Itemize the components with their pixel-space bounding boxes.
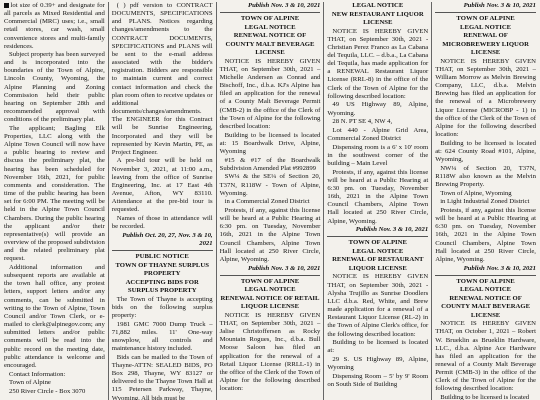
notice-heading: TOWN OF ALPINE bbox=[456, 277, 515, 285]
notice-heading: SURPLUS PROPERTY bbox=[127, 287, 197, 295]
notice-heading: RENEWAL OF bbox=[463, 32, 508, 40]
notice-heading: LEGAL NOTICE bbox=[352, 2, 404, 9]
notice-heading: LEGAL NOTICE bbox=[244, 286, 296, 294]
notice-divider bbox=[220, 12, 321, 13]
notice-paragraph: Building to be licensed is located at: bbox=[327, 339, 429, 355]
notice-heading: LEGAL NOTICE bbox=[352, 247, 404, 255]
notice-paragraph: #15 & #17 of the Boardwalk Subdivision Amended Plat #992899 bbox=[219, 156, 321, 172]
notice-heading: ACCEPTING BIDS FOR bbox=[125, 278, 199, 286]
notice-paragraph: Additional information and subsequent reports are available at the town hall office, any protest letters, support letters and/or any comments, can be submitted in writing to the Town of Alpine, Town Council and/or Town Clerk, or e-mailed to clerk@alpinegov.com; any submitted letters and/or public comments will be read into the public record on the meeting date, public attendance is welcome and encouraged. bbox=[4, 264, 105, 369]
notice-paragraph: Protests, if any, against this license will be heard at a Public Hearing at 6:30 pm. on Tuesday, November 16th, 2021 in the Alpine Town Council Chambers, Alpine Town Hall located at 250 River Circle, Alpine, Wyoming. bbox=[327, 168, 429, 225]
notice-heading: TOWN OF ALPINE bbox=[348, 239, 407, 247]
notice-paragraph: Town of Alpine bbox=[9, 379, 51, 387]
notice-paragraph: Bids can be mailed to the Town of Thayne-ATTN: SEALED BIDS, PO Box 298, Thayne, WY 83127 or delivered to the Thayne Town Hall at 115 Petersen Parkway, Thayne, Wyoming. All bids must be bbox=[111, 353, 213, 400]
notice-paragraph: in a Commercial Zoned District bbox=[224, 198, 310, 206]
publish-dates: Publish Nov. 3 & 10, 2021 bbox=[463, 2, 536, 9]
notice-paragraph: NOTICE IS HEREBY GIVEN THAT, on September 30th, 2021 - Christian Perez Franco as La Cabana del Tequila, LLC. – d.b.a., La Cabana del Tequila, has made application for a RENEWAL Restaurant Liquor License (RRL-8) in the office of the Clerk of the Town of Alpine for the following described location: bbox=[327, 27, 429, 100]
notice-heading: MICROBREWERY LIQUOR bbox=[442, 40, 529, 48]
notice-paragraph: Lot 440 - Alpine Grid Area, Commercial Zoned District bbox=[327, 126, 429, 143]
notice-paragraph: NOTICE IS HEREBY GIVEN THAT, on October 1, 2021 – Robert W. Brueklin as Brueklin Hardware, LLC., d.b.a. Alpine Ace Hardware has filed an application for the renewal of a County Malt Beverage Permit (CMB-3) in the office of the Clerk of the Town of Alpine for the following described location: bbox=[435, 320, 536, 393]
notice-paragraph: NOTICE IS HEREBY GIVEN THAT, on September 30th, 2021 – Michelle Andersen as Conrad and Bischoff, Inc., d.b.a. KJ's Alpine has filed an application for the renewal of a County Malt Beverage Permit (CMB-2) in the office of the Clerk of the Town of Alpine for the following described location: bbox=[219, 57, 321, 130]
notice-paragraph: 49 US Highway 89, Alpine, Wyoming. bbox=[327, 101, 429, 117]
notice-paragraph: Dispensing room is a 6' x 10' room in the southwest corner of the building – Main Level bbox=[327, 143, 429, 167]
notice-heading: LICENSE bbox=[470, 311, 501, 319]
notice-paragraph: Dispensing Room – 5' by 9' Room on South Side of Building bbox=[327, 372, 429, 388]
notice-paragraph: in Light Industrial Zoned District bbox=[440, 198, 530, 206]
notice-paragraph: NOTICE IS HEREBY GIVEN THAT, on September 30th, 2021 - Alysha Trujillo as Sunrise Doodlers LLC d.b.a. Red, White, and Brew made application for a renewal of a Restaurant Liquor License (RL-2) in the Town of Alpine Clerk's office, for the following described location: bbox=[327, 273, 429, 338]
notice-paragraph: Names of those in attendance will be recorded. bbox=[111, 215, 213, 231]
notice-heading: NEW RESTAURANT LIQUOR bbox=[331, 10, 424, 18]
notice-paragraph: Building to be licensed is located bbox=[440, 394, 530, 400]
notice-heading: RENEWAL NOTICE OF bbox=[449, 294, 522, 302]
notice-heading: TOWN OF THAYNE SURPLUS bbox=[115, 261, 209, 269]
notice-divider bbox=[435, 275, 536, 276]
column-4 bbox=[323, 2, 431, 400]
notice-heading: PROPERTY bbox=[143, 270, 181, 278]
notice-heading: RENEWAL NOTICE OF RETAIL bbox=[220, 294, 320, 302]
notice-paragraph: The Town of Thayne is accepting bids on the following surplus property: bbox=[111, 295, 213, 319]
notice-paragraph: Building to be licensed is located at: 624 County Road #101, Alpine, Wyoming, bbox=[435, 139, 536, 164]
notice-paragraph: Building to be licensed is located at: 15 Boardwalk Drive, Alpine, Wyoming bbox=[219, 131, 321, 155]
notice-heading: LIQUOR LICENSE bbox=[348, 264, 407, 272]
notice-heading: TOWN OF ALPINE bbox=[456, 15, 515, 23]
publish-dates: Publish Oct. 20, 27, Nov. 3 & 10, 2021 bbox=[122, 231, 213, 248]
notice-paragraph: 28 N. PT SE 4, NW 4, bbox=[332, 118, 393, 126]
notice-paragraph: lot size of 0.39+ and designate for all parcels as Mixed Residential and Commercial (MRC) uses; i.e., small retail stores, car wash, small convenience stores and multi-family residences. bbox=[4, 2, 105, 50]
publish-dates: Publish Nov. 3 & 10, 2021 bbox=[248, 2, 321, 9]
notice-heading: LIQUOR LICENSE bbox=[240, 303, 300, 311]
notice-paragraph: ( ) pdf version to CONTRACT DOCUMENTS, SPECIFICATIONS and PLANS. Notices regarding changes/amendments to the CONTRACT DOCUMENTS, SPECIFICATIONS and PLANS will be sent to the e-mail address associated with the bidder's registration. Bidders are responsible to maintain current and correct contact information and check the plan room often to receive updates or additional documents/changes/amendments. The ENGINEER for this Contract will be Sunrise Engineering, Incorporated and they will be represented by Kevin Martin, PE, as Project Engineer. bbox=[111, 2, 213, 156]
notice-heading: LICENSE bbox=[363, 19, 393, 26]
publish-dates: Publish Nov. 3 & 10, 2021 bbox=[355, 226, 429, 234]
notice-paragraph: NOTICE IS HEREBY GIVEN THAT, on September 30th, 2021 – Jalise Christoffersen as Rocky Mountain Rogues, Inc., d.b.a. Bull Moose Saloon has filed an application for the renewal of a Retail Liquor License (RRLL-1) in the office of the Clerk of the Town of Alpine for the following described location: bbox=[219, 311, 321, 393]
notice-paragraph: Town of Alpine, Wyoming bbox=[440, 189, 512, 197]
notice-heading: LEGAL NOTICE bbox=[460, 23, 512, 31]
notice-divider bbox=[112, 250, 213, 251]
column-1 bbox=[1, 2, 108, 400]
column-2 bbox=[108, 2, 216, 400]
notice-heading: LEGAL NOTICE bbox=[244, 23, 296, 31]
notice-heading: COUNTY MALT BEVERAGE bbox=[441, 303, 531, 311]
publish-dates: Publish Nov. 3 & 10, 2021 bbox=[248, 264, 321, 272]
publish-dates: Publish Nov. 3 & 10, 2021 bbox=[463, 264, 536, 272]
notice-heading: RENEWAL NOTICE OF bbox=[233, 32, 307, 40]
notice-paragraph: The applicant; Bagling Elk Properties, LLC along with the Alpine Town Council will now have a public hearing to review and discuss the preliminary plat, the hearing has been scheduled for November 16th, 2021, for public comments and consideration. The time of the public hearing has been set for 6:00 PM. The meeting will be held in the Alpine Town Council Chambers. During the public hearing the applicant and/or their representative(s) will provide an overview of the proposed subdivision and the related preliminary plat request. bbox=[4, 124, 105, 263]
notice-heading: LEGAL NOTICE bbox=[460, 286, 512, 294]
bullet-square-icon bbox=[4, 3, 9, 8]
column-5 bbox=[431, 2, 539, 400]
notice-divider bbox=[220, 275, 321, 276]
notice-divider bbox=[435, 12, 536, 13]
notice-heading: PUBLIC NOTICE bbox=[135, 253, 189, 261]
notice-paragraph: Protests, if any, against this license will be heard at a Public Hearing at 6:30 pm. on Tuesday, November 16th, 2021 in the Alpine Town Council Chambers, Alpine Town Hall located at 250 River Circle, Alpine, Wyoming. bbox=[219, 206, 321, 263]
column-3 bbox=[216, 2, 324, 400]
notice-paragraph: SW¼ & the SE¼ of Section 20, T37N, R118W - Town of Alpine, Wyoming. bbox=[219, 173, 321, 197]
notice-paragraph: Subject property has been surveyed and is incorporated into the boundaries of the Town of Alpine, Lincoln County, Wyoming, the Alpine Planning and Zoning Commission held their public hearing on September 28th and recommended approval with conditions of the preliminary plat. bbox=[4, 50, 105, 124]
notice-paragraph: Contact Information: bbox=[9, 370, 66, 378]
notice-heading: TOWN OF ALPINE bbox=[240, 15, 300, 23]
notice-heading: LICENSE bbox=[470, 49, 501, 57]
notice-paragraph: A pre-bid tour will be held on November 3, 2021, at 11:00 a.m., leaving from the office of Sunrise Engineering, Inc. at 17 East 4th Avenue, Afton, WY 83110. Attendance at the pre-bid tour is requested. bbox=[111, 157, 213, 214]
notice-paragraph: 250 River Circle - Box 3070 bbox=[9, 387, 86, 395]
notice-heading: RENEWAL OF RESTAURANT bbox=[332, 256, 424, 264]
notice-paragraph: Protests, if any, against this license will be heard at a Public Hearing at 6:30 pm. on Tuesday, November 16th, 2021 in the Alpine Town Council Chambers, Alpine Town Hall located at 250 River Circle, Alpine, Wyoming. bbox=[435, 206, 536, 263]
notice-paragraph: NOTICE IS HEREBY GIVEN THAT, on September 30th, 2021 – William Morrow as Melvin Brewing Company, LLC, d.b.a. Melvin Brewing has filed an application for the renewal of a Microbrewery Liquor License (MICROBP - 1) in the office of the Clerk of the Town of Alpine for the following described location: bbox=[435, 57, 536, 139]
notice-paragraph: NW¼ of Section 20, T37N, R118W also known as the Melvin Brewing Property. bbox=[435, 164, 536, 188]
notice-divider bbox=[327, 236, 428, 237]
notice-heading: TOWN OF ALPINE bbox=[240, 277, 300, 285]
notice-paragraph: 29 S. US Highway 89, Alpine, Wyoming bbox=[327, 355, 429, 372]
notice-paragraph: 1981 GMC 7000 Dump Truck – 71,882 miles. 11' One-way snowplow, all controls and maintenance history included. bbox=[111, 320, 213, 353]
notice-heading: COUNTY MALT BEVERAGE bbox=[225, 40, 315, 48]
notice-heading: LICENSE bbox=[255, 49, 285, 57]
